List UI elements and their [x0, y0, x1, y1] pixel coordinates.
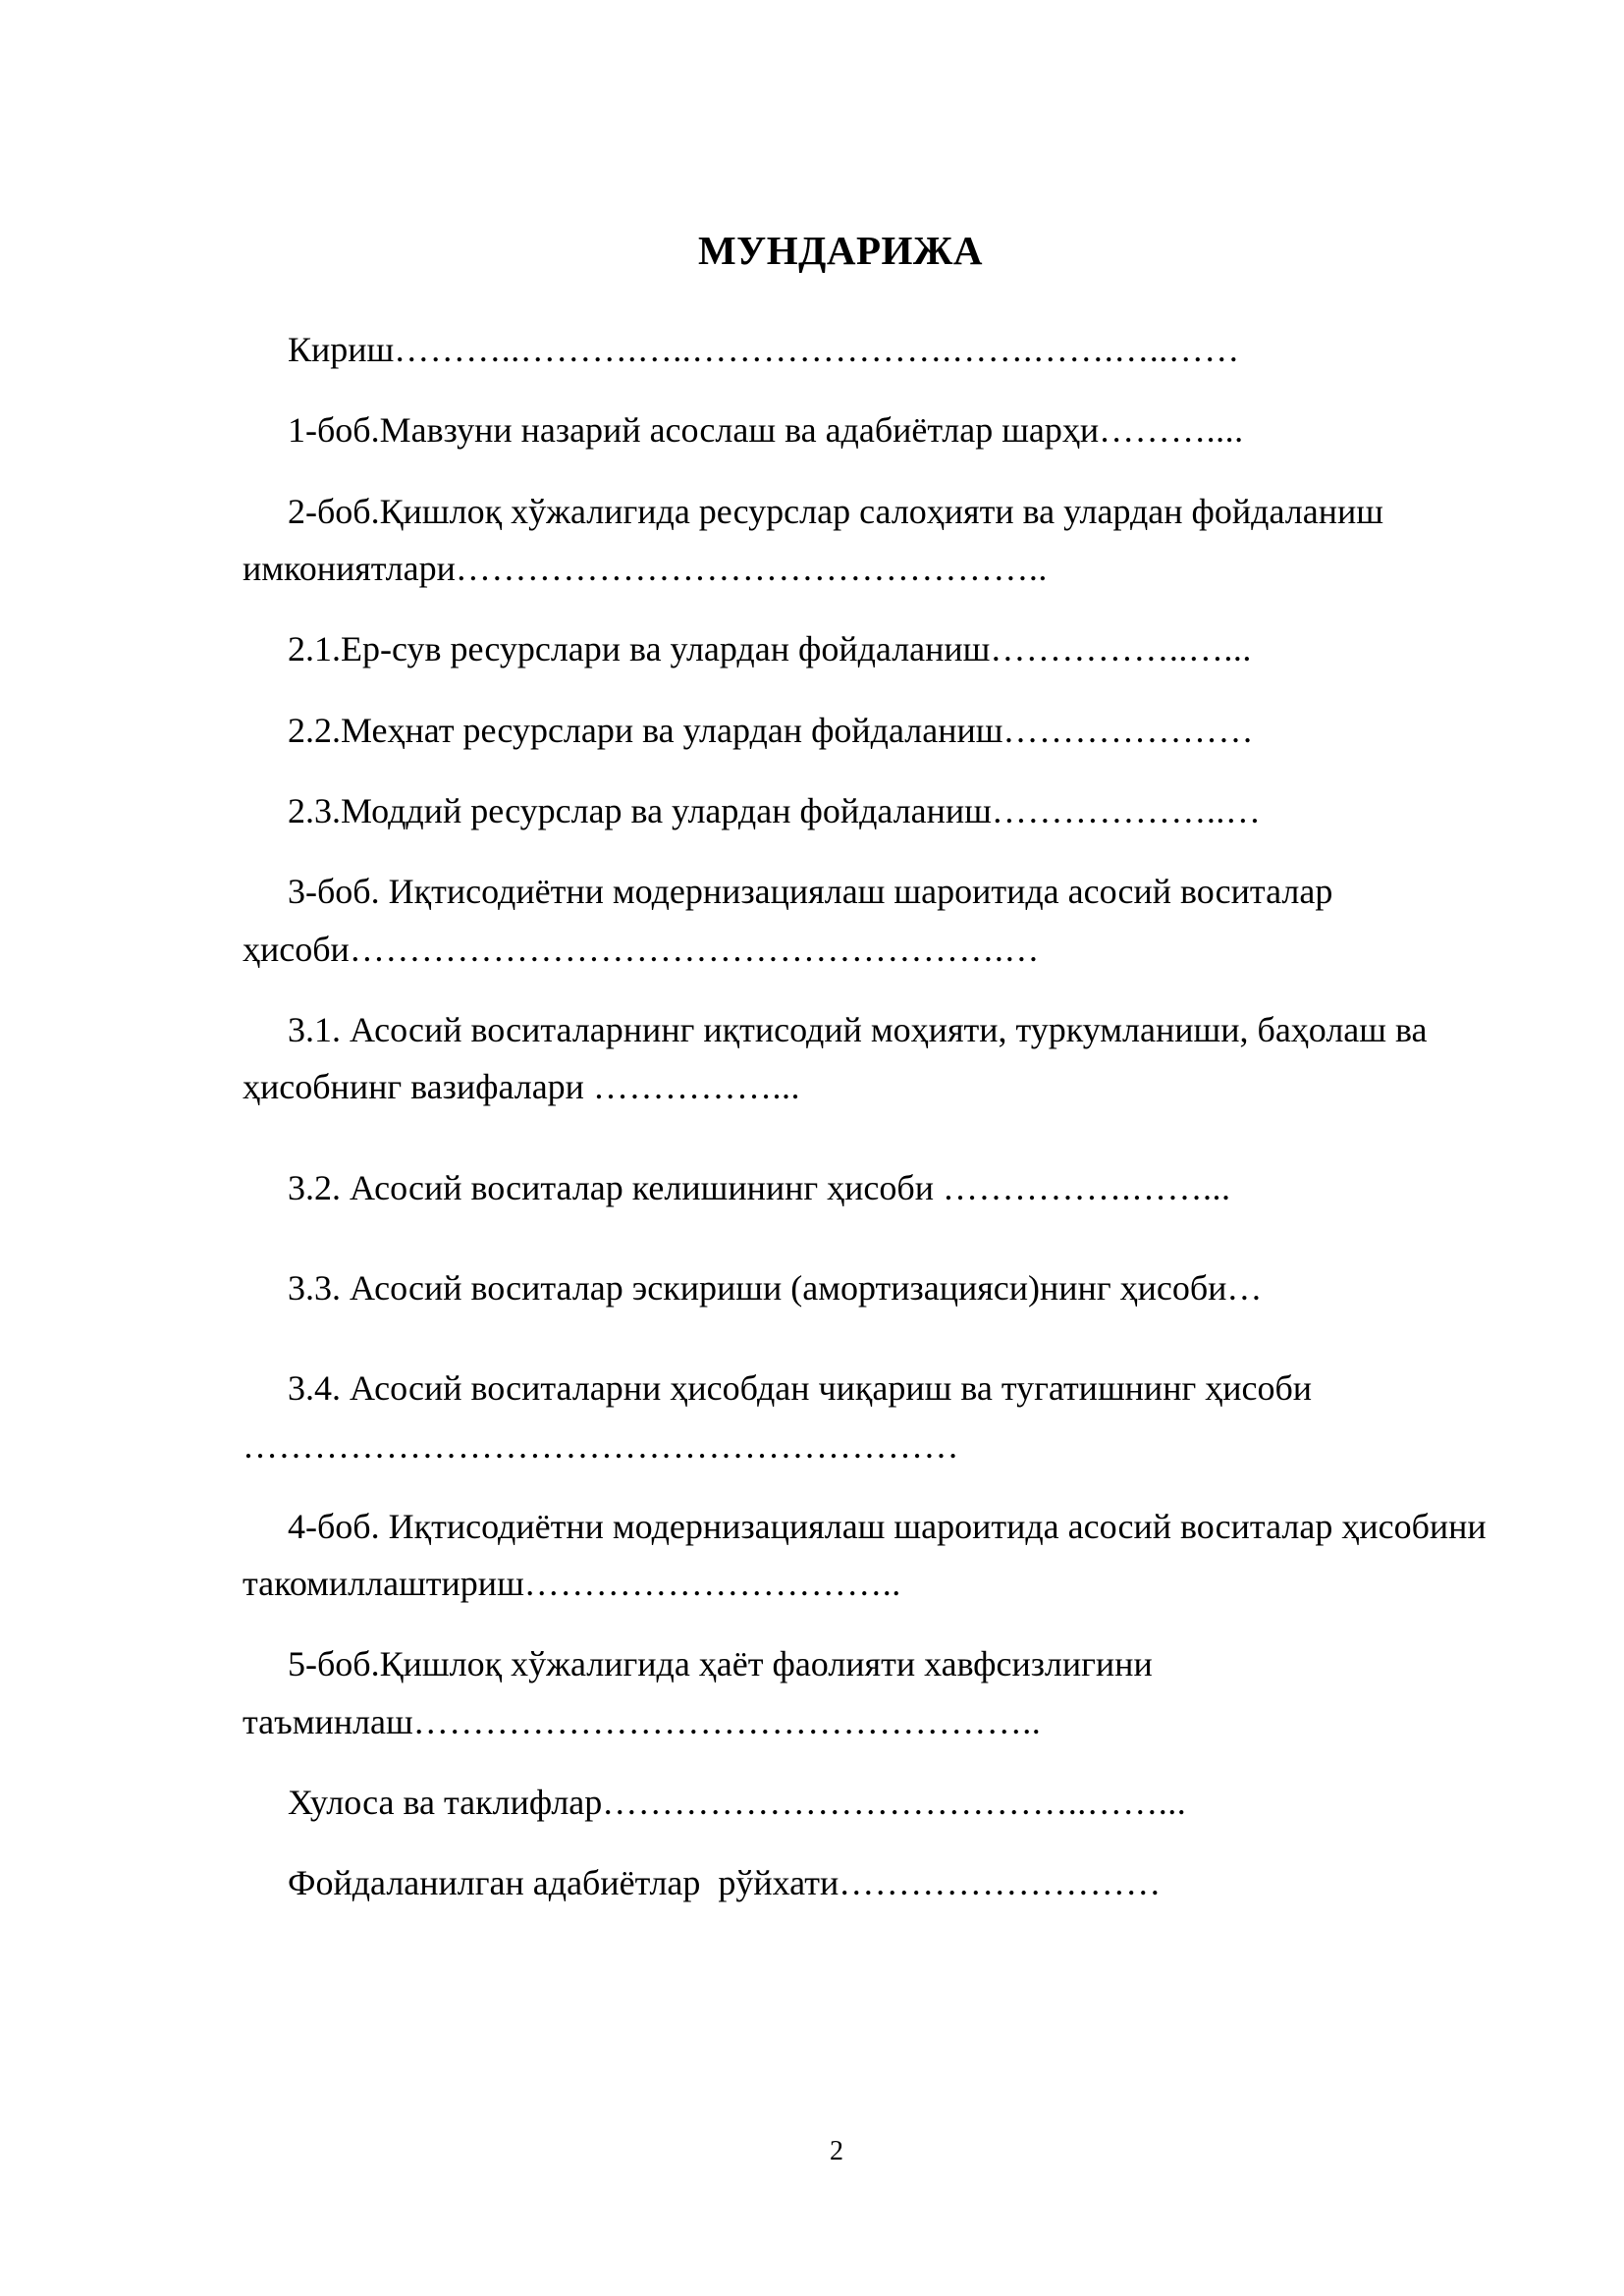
- toc-entry-bob-1[interactable]: [243, 401, 1509, 458]
- toc-entry-leader: …………….……...: [942, 1167, 1231, 1207]
- toc-entry-leader: ………..……….…..………………….…….…….…..……: [394, 330, 1240, 370]
- toc-entry-leader: ……………………………………………..: [412, 1701, 1042, 1741]
- page-number: 2: [830, 2136, 843, 2166]
- toc-entry-label: 3.1. Асосий воситаларнинг иқтисодий моҳияти, туркумланиши, баҳолаш ва ҳисобнинг вазифалари: [243, 1009, 1436, 1107]
- toc-entry-leader: …………………: [1002, 710, 1254, 750]
- toc-entry-bob-5[interactable]: [243, 1635, 1509, 1750]
- toc-entry-label: 3.2. Асосий воситалар келишининг ҳисоби: [288, 1167, 943, 1207]
- table-of-contents: [243, 321, 1509, 1912]
- toc-entry-leader: ………....: [1099, 410, 1244, 451]
- toc-entry-label: 3.3. Асосий воситалар эскириши (амортизацияси)нинг ҳисоби: [288, 1267, 1227, 1308]
- toc-entry-leader: ……………………………………………………: [243, 1425, 959, 1466]
- toc-entry-label: 2.3.Моддий ресурслар ва улардан фойдаланиш: [288, 791, 992, 831]
- toc-entry-bob-2[interactable]: [243, 483, 1509, 598]
- toc-entry-label: 1-боб.Мавзуни назарий асослаш ва адабиётлар шарҳи: [288, 410, 1100, 451]
- toc-entry-sec-2-2[interactable]: [243, 702, 1509, 759]
- toc-entry-bob-3[interactable]: [243, 863, 1509, 978]
- toc-entry-sec-2-3[interactable]: [243, 782, 1509, 839]
- toc-entry-label: Фойдаланилган адабиётлар рўйхати: [288, 1863, 839, 1903]
- toc-entry-leader: ………………………: [839, 1863, 1162, 1903]
- toc-entry-label: 4-боб. Иқтисодиётни модернизациялаш шароитида асосий воситалар ҳисобини такомиллаштириш: [243, 1506, 1495, 1604]
- toc-entry-sec-3-3[interactable]: [243, 1259, 1509, 1316]
- toc-entry-leader: ……………………………………………….…: [349, 929, 1040, 969]
- toc-entry-label: 3.4. Асосий воситаларни ҳисобдан чиқариш ва тугатишнинг ҳисоби: [288, 1368, 1322, 1409]
- toc-entry-kirish[interactable]: [243, 321, 1509, 378]
- toc-entry-sec-3-2[interactable]: [243, 1159, 1509, 1216]
- toc-entry-leader: …: [1226, 1267, 1263, 1308]
- page-content: [243, 228, 1509, 1936]
- toc-entry-leader: …………………………………..……...: [602, 1783, 1187, 1823]
- toc-entry-leader: …………………………………………..: [455, 549, 1048, 589]
- toc-entry-sec-3-1[interactable]: [243, 1001, 1509, 1116]
- toc-entry-sec-2-1[interactable]: [243, 620, 1509, 677]
- toc-entry-bob-4[interactable]: [243, 1498, 1509, 1613]
- toc-entry-label: 2-боб.Қишлоқ хўжалигида ресурслар салоҳияти ва улардан фойдаланиш имкониятлари: [243, 491, 1392, 589]
- page-title: МУНДАРИЖА: [697, 228, 984, 273]
- toc-entry-sec-3-4[interactable]: [243, 1360, 1509, 1474]
- toc-entry-leader: ………………..…: [991, 791, 1262, 831]
- toc-entry-leader: …………………………..: [523, 1564, 901, 1604]
- toc-entry-label: Кириш: [288, 330, 395, 370]
- page-footer: [0, 2136, 1624, 2167]
- toc-entry-leader: ……………..…...: [990, 629, 1252, 669]
- toc-entry-label: 2.2.Меҳнат ресурслари ва улардан фойдаланиш: [288, 710, 1003, 750]
- toc-entry-xulosa[interactable]: [243, 1774, 1509, 1831]
- toc-entry-label: 2.1.Ер-сув ресурслари ва улардан фойдаланиш: [288, 629, 991, 669]
- toc-entry-label: 5-боб.Қишлоқ хўжалигида ҳаёт фаолияти хавфсизлигини таъминлаш: [243, 1644, 1162, 1741]
- toc-entry-label: Хулоса ва таклифлар: [288, 1783, 603, 1823]
- toc-entry-label: 3-боб. Иқтисодиётни модернизациялаш шароитида асосий воситалар ҳисоби: [243, 872, 1342, 969]
- toc-entry-leader: ……………...: [592, 1067, 800, 1107]
- toc-entry-adabiyotlar[interactable]: [243, 1854, 1509, 1911]
